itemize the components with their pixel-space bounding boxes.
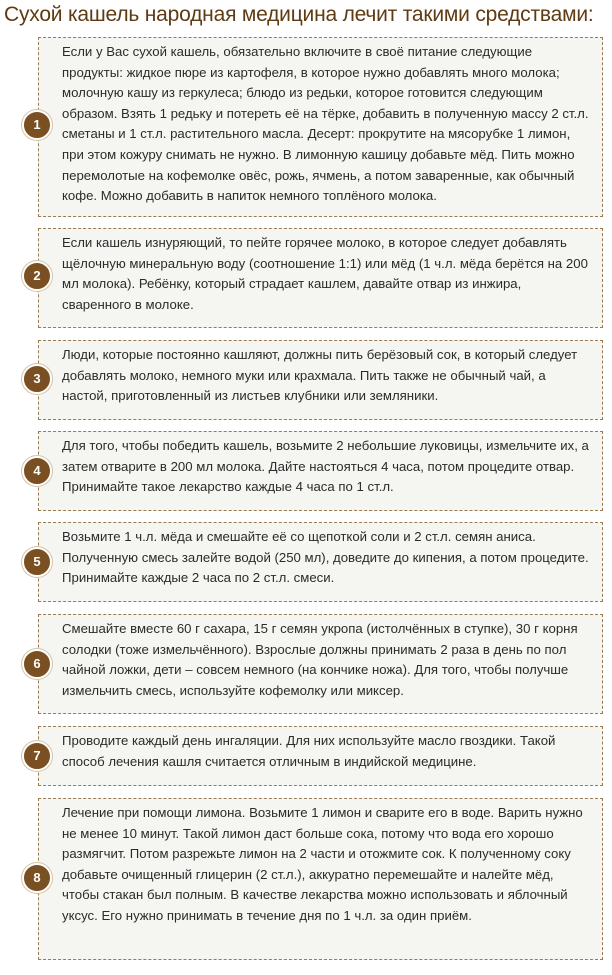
tip-number-badge-2: 2: [22, 261, 52, 291]
tip-text: Проводите каждый день ингаляции. Для них используйте масло гвоздики. Такой способ лечения кашля считается отличным в индийской медицине.: [62, 733, 556, 769]
tip-number-badge-3: 3: [22, 364, 52, 394]
tip-card-6: [38, 614, 603, 714]
tip-text: Смешайте вместе 60 г сахара, 15 г семян укропа (истолчённых в ступке), 30 г корня солодки (тоже измельчённого). Взрослые должны принимать 2 раза в день по пол чайной ложки, дети – совсем немного (на кончике ножа). Для того, чтобы получше измельчить смесь, используйте кофемолку или миксер.: [62, 621, 578, 698]
tip-number-badge-1: 1: [22, 110, 52, 140]
tip-card-4: [38, 431, 603, 511]
tip-text: Лечение при помощи лимона. Возьмите 1 лимон и сварите его в воде. Варить нужно не менее 10 минут. Такой лимон даст больше сока, потому что вода его хорошо размягчит. Потом разрежьте лимон на 2 части и отожмите сок. К полученному соку добавьте очищенный глицерин (2 ст.л.), аккуратно перемешайте и налейте мёд, чтобы стакан был полным. В качестве лекарства можно использовать и яблочный уксус. Его нужно принимать в течение дня по 1 ч.л. за один приём.: [62, 805, 583, 923]
tip-text: Люди, которые постоянно кашляют, должны пить берёзовый сок, в который следует добавлять молоко, немного муки или крахмала. Пить также не обычный чай, а настой, приготовленный из листьев клубники или земляники.: [62, 347, 578, 404]
tip-card-8: [38, 798, 603, 960]
tip-number-badge-5: 5: [22, 547, 52, 577]
tip-text: Возьмите 1 ч.л. мёда и смешайте её со щепоткой соли и 2 ст.л. семян аниса. Полученную смесь залейте водой (250 мл), доведите до кипения, а потом процедите. Принимайте каждые 2 часа по 2 ст.л. смеси.: [62, 529, 589, 586]
tip-text: Если у Вас сухой кашель, обязательно включите в своё питание следующие продукты: жидкое пюре из картофеля, в которое нужно добавлять много молока; молочную кашу из геркулеса; блюдо из редьки, которое готовится следующим образом. Взять 1 редьку и потереть её на тёрке, добавить в полученную массу 2 ст.л. сметаны и 1 ст.л. растительного масла. Десерт: прокрутите на мясорубке 1 лимон, при этом кожуру снимать не нужно. В лимонную кашицу добавьте мёд. Пить можно перемолотые на кофемолке овёс, рожь, ячмень, а потом заваренные, как обычный кофе. Можно добавить в напиток немного топлёного молока.: [62, 44, 589, 204]
tip-card-5: [38, 522, 603, 602]
tip-text: Если кашель изнуряющий, то пейте горячее молоко, в которое следует добавлять щёлочную минеральную воду (соотношение 1:1) или мёд (1 ч.л. мёда берётся на 200 мл молока). Ребёнку, который страдает кашлем, давайте отвар из инжира, сваренного в молоке.: [62, 235, 588, 312]
tip-number-badge-6: 6: [22, 649, 52, 679]
tip-number-badge-8: 8: [22, 863, 52, 893]
tip-card-7: [38, 726, 603, 786]
tip-text: Для того, чтобы победить кашель, возьмите 2 небольшие луковицы, измельчите их, а затем отварите в 200 мл молока. Дайте настояться 4 часа, потом процедите отвар. Принимайте такое лекарство каждые 4 часа по 1 ст.л.: [62, 438, 589, 495]
tip-number-badge-7: 7: [22, 741, 52, 771]
page-title: Сухой кашель народная медицина лечит такими средствами:: [4, 3, 594, 26]
tip-card-3: [38, 340, 603, 420]
tip-card-1: [38, 37, 603, 217]
tip-card-2: [38, 228, 603, 328]
tip-number-badge-4: 4: [22, 456, 52, 486]
